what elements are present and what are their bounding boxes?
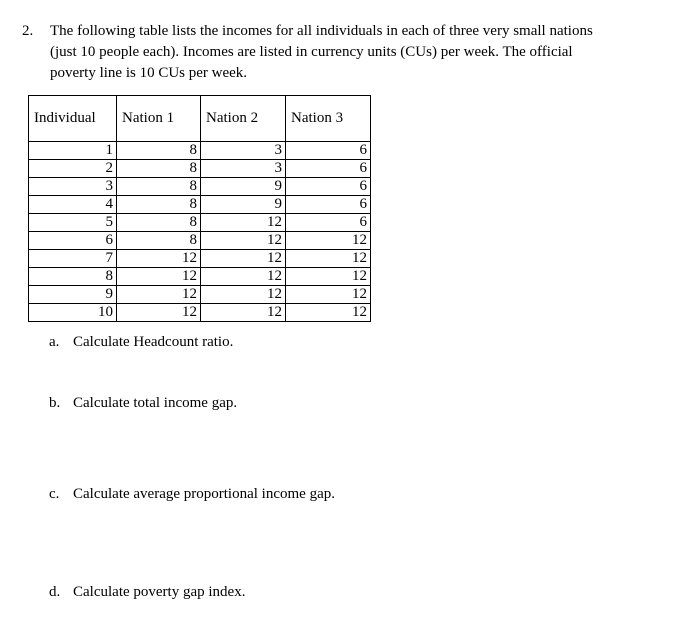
question-block bbox=[22, 21, 662, 84]
cell-nation-1: 12 bbox=[117, 304, 201, 322]
cell-nation-2: 12 bbox=[201, 232, 286, 250]
table-row bbox=[29, 250, 371, 268]
cell-nation-1: 8 bbox=[117, 214, 201, 232]
cell-nation-3: 12 bbox=[286, 250, 371, 268]
cell-nation-1: 8 bbox=[117, 178, 201, 196]
cell-nation-3: 6 bbox=[286, 214, 371, 232]
header-nation-1: Nation 1 bbox=[117, 96, 201, 142]
table-row bbox=[29, 286, 371, 304]
cell-individual: 8 bbox=[29, 268, 117, 286]
part-c bbox=[49, 484, 335, 504]
cell-nation-3: 6 bbox=[286, 142, 371, 160]
cell-nation-2: 12 bbox=[201, 268, 286, 286]
cell-nation-1: 8 bbox=[117, 142, 201, 160]
cell-nation-1: 12 bbox=[117, 286, 201, 304]
table-row bbox=[29, 304, 371, 322]
cell-nation-2: 12 bbox=[201, 286, 286, 304]
cell-nation-3: 12 bbox=[286, 232, 371, 250]
cell-nation-1: 8 bbox=[117, 196, 201, 214]
table-row bbox=[29, 268, 371, 286]
cell-nation-2: 12 bbox=[201, 214, 286, 232]
cell-individual: 3 bbox=[29, 178, 117, 196]
cell-individual: 10 bbox=[29, 304, 117, 322]
cell-nation-2: 3 bbox=[201, 160, 286, 178]
part-d-text: Calculate poverty gap index. bbox=[73, 584, 246, 600]
cell-nation-3: 12 bbox=[286, 286, 371, 304]
cell-nation-2: 9 bbox=[201, 178, 286, 196]
cell-nation-2: 3 bbox=[201, 142, 286, 160]
cell-nation-1: 8 bbox=[117, 160, 201, 178]
part-a-label: a. bbox=[49, 334, 60, 350]
cell-individual: 4 bbox=[29, 196, 117, 214]
question-number: 2. bbox=[22, 23, 34, 39]
part-b-text: Calculate total income gap. bbox=[73, 395, 238, 411]
cell-nation-2: 9 bbox=[201, 196, 286, 214]
income-table bbox=[28, 95, 371, 322]
part-b-label: b. bbox=[49, 395, 61, 411]
cell-individual: 2 bbox=[29, 160, 117, 178]
table-row bbox=[29, 214, 371, 232]
header-nation-3: Nation 3 bbox=[286, 96, 371, 142]
part-c-text: Calculate average proportional income gap. bbox=[73, 486, 335, 502]
cell-individual: 5 bbox=[29, 214, 117, 232]
cell-nation-1: 12 bbox=[117, 268, 201, 286]
cell-nation-3: 6 bbox=[286, 196, 371, 214]
table-row bbox=[29, 160, 371, 178]
part-c-label: c. bbox=[49, 486, 60, 502]
question-text bbox=[50, 21, 662, 84]
cell-nation-3: 6 bbox=[286, 178, 371, 196]
question-line: poverty line is 10 CUs per week. bbox=[50, 65, 248, 81]
table-header-row bbox=[29, 96, 371, 142]
question-line: (just 10 people each). Incomes are listed in currency units (CUs) per week. The official bbox=[50, 44, 573, 60]
cell-nation-3: 6 bbox=[286, 160, 371, 178]
question-line: The following table lists the incomes for all individuals in each of three very small nations bbox=[50, 23, 593, 39]
part-a bbox=[49, 332, 233, 352]
header-nation-2: Nation 2 bbox=[201, 96, 286, 142]
cell-nation-1: 12 bbox=[117, 250, 201, 268]
cell-nation-2: 12 bbox=[201, 304, 286, 322]
cell-individual: 9 bbox=[29, 286, 117, 304]
table-row bbox=[29, 142, 371, 160]
cell-individual: 1 bbox=[29, 142, 117, 160]
table-row bbox=[29, 196, 371, 214]
cell-nation-3: 12 bbox=[286, 268, 371, 286]
part-b bbox=[49, 393, 237, 413]
cell-individual: 6 bbox=[29, 232, 117, 250]
part-d-label: d. bbox=[49, 584, 61, 600]
table-row bbox=[29, 178, 371, 196]
part-a-text: Calculate Headcount ratio. bbox=[73, 334, 234, 350]
header-individual: Individual bbox=[29, 96, 117, 142]
cell-nation-1: 8 bbox=[117, 232, 201, 250]
cell-individual: 7 bbox=[29, 250, 117, 268]
cell-nation-2: 12 bbox=[201, 250, 286, 268]
table-row bbox=[29, 232, 371, 250]
part-d bbox=[49, 582, 245, 602]
cell-nation-3: 12 bbox=[286, 304, 371, 322]
